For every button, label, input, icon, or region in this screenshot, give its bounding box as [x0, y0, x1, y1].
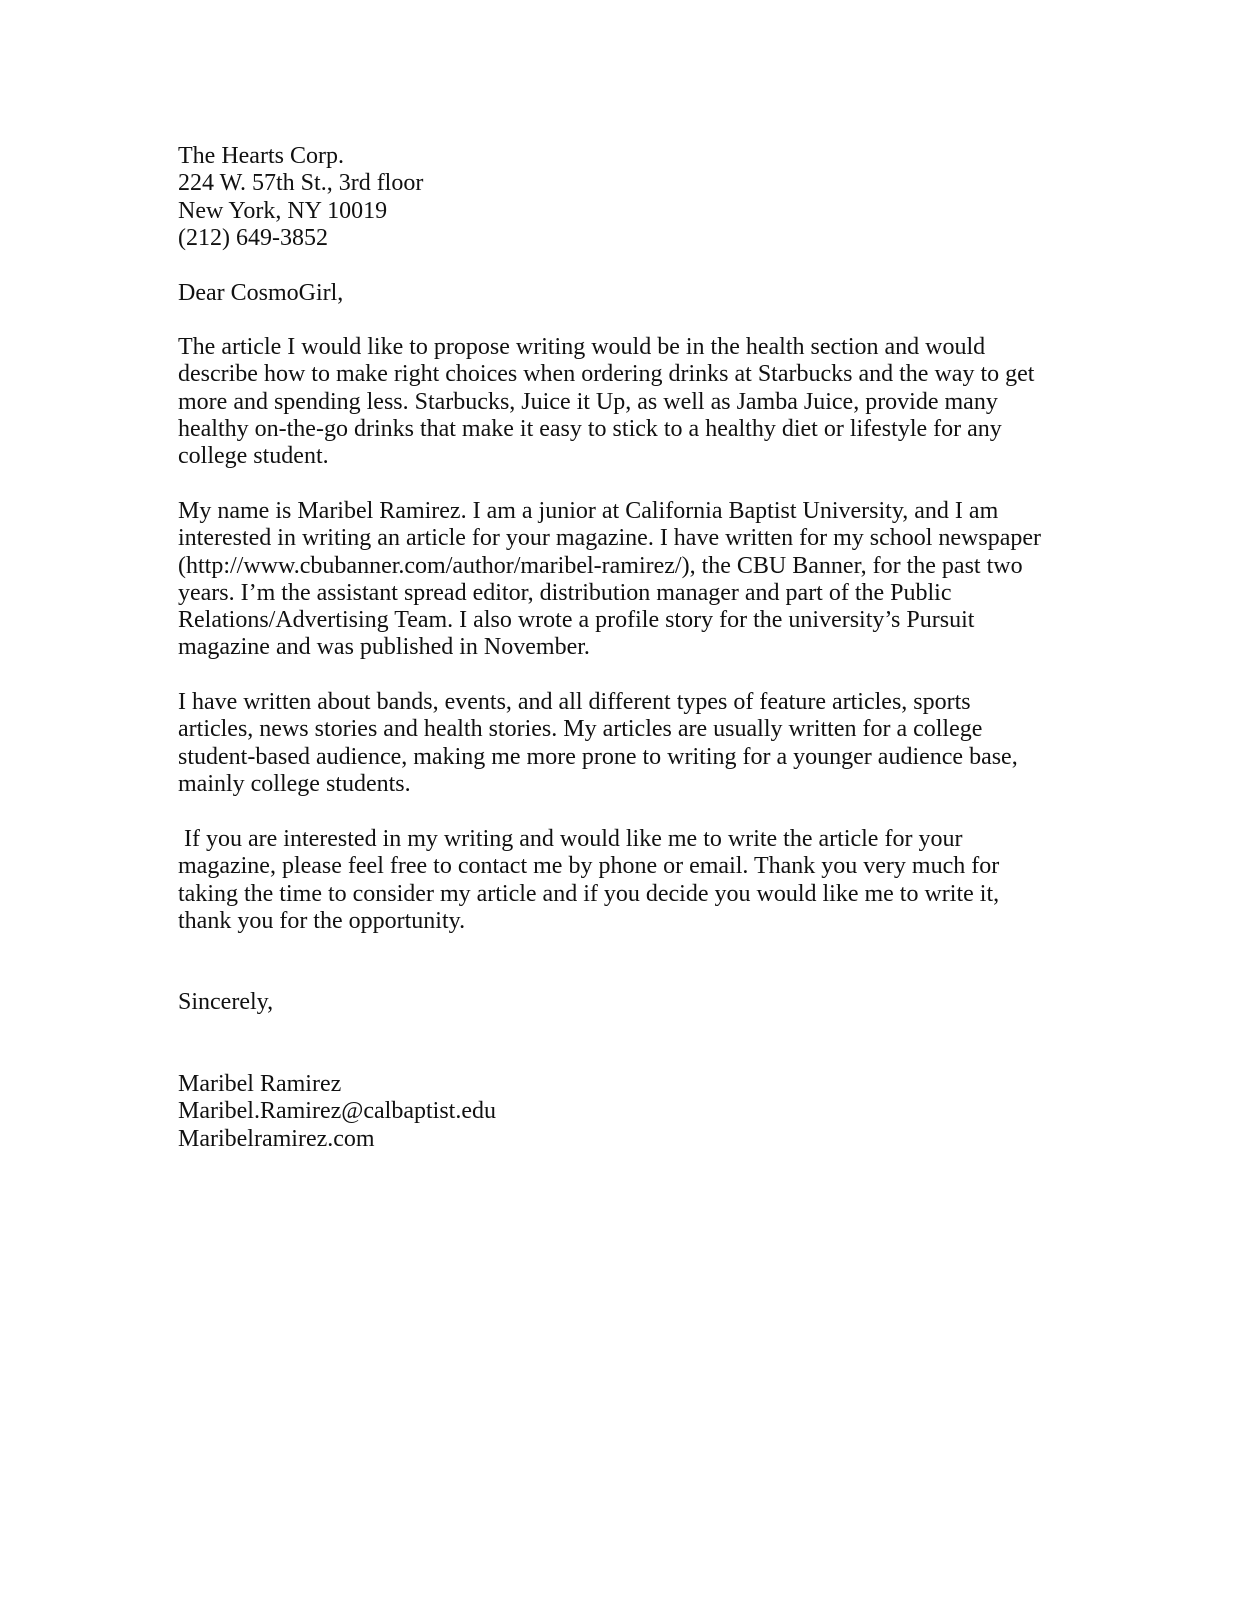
- text-line: taking the time to consider my article and if you decide you would like me to write it,: [178, 880, 1000, 907]
- signature-name: Maribel Ramirez: [178, 1071, 342, 1097]
- text-line: healthy on-the-go drinks that make it easy to stick to a healthy diet or lifestyle for any: [178, 415, 1002, 442]
- salutation: Dear CosmoGirl,: [178, 280, 344, 306]
- text-line: My name is Maribel Ramirez. I am a junior at California Baptist University, and I am: [178, 498, 999, 524]
- paragraph-introduction: [178, 498, 1041, 662]
- text-line: describe how to make right choices when ordering drinks at Starbucks and the way to get: [178, 361, 1035, 388]
- signature-email: Maribel.Ramirez@calbaptist.edu: [178, 1098, 496, 1125]
- signature-website: Maribelramirez.com: [178, 1125, 375, 1152]
- text-line: The article I would like to propose writing would be in the health section and would: [178, 334, 986, 360]
- recipient-address: [178, 143, 423, 252]
- paragraph-closing: [178, 826, 999, 935]
- address-line: (212) 649-3852: [178, 224, 328, 251]
- text-line: Relations/Advertising Team. I also wrote a profile story for the university’s Pursuit: [178, 607, 975, 634]
- signature-block: [178, 1071, 496, 1153]
- text-line: mainly college students.: [178, 770, 411, 797]
- text-line: college student.: [178, 443, 329, 470]
- text-line: more and spending less. Starbucks, Juice it Up, as well as Jamba Juice, provide many: [178, 388, 998, 415]
- address-line: 224 W. 57th St., 3rd floor: [178, 170, 424, 197]
- text-line: interested in writing an article for your magazine. I have written for my school newspaper: [178, 525, 1042, 552]
- paragraph-experience: [178, 689, 1018, 798]
- text-line: student-based audience, making me more prone to writing for a younger audience base,: [178, 743, 1018, 770]
- text-line: magazine and was published in November.: [178, 634, 590, 661]
- text-line: (http://www.cbubanner.com/author/maribel-ramirez/), the CBU Banner, for the past two: [178, 552, 1023, 579]
- address-line: The Hearts Corp.: [178, 143, 344, 169]
- text-line: magazine, please feel free to contact me by phone or email. Thank you very much for: [178, 853, 1000, 880]
- address-line: New York, NY 10019: [178, 197, 388, 224]
- text-line: I have written about bands, events, and all different types of feature articles, sports: [178, 689, 971, 715]
- paragraph-proposal: [178, 334, 1034, 470]
- text-line: years. I’m the assistant spread editor, distribution manager and part of the Public: [178, 579, 952, 606]
- text-line: thank you for the opportunity.: [178, 907, 466, 934]
- closing: Sincerely,: [178, 989, 274, 1015]
- text-line: If you are interested in my writing and would like me to write the article for your: [178, 826, 963, 852]
- text-line: articles, news stories and health stories. My articles are usually written for a college: [178, 716, 983, 743]
